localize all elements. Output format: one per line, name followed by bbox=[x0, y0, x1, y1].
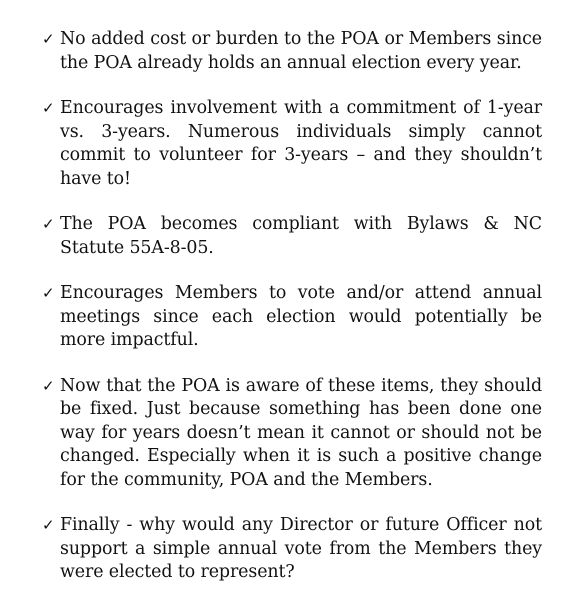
list-item bbox=[42, 375, 542, 493]
bullet-text: No added cost or burden to the POA or Members since the POA already holds an annual election every year. bbox=[60, 29, 542, 73]
list-item bbox=[42, 28, 542, 75]
bullet-text: Encourages Members to vote and/or attend annual meetings since each election would potentially be more impactful. bbox=[60, 283, 542, 350]
list-item bbox=[42, 514, 542, 585]
bullet-text: The POA becomes compliant with Bylaws & NC Statute 55A-8-05. bbox=[60, 214, 542, 258]
benefits-list bbox=[42, 28, 542, 585]
list-item bbox=[42, 97, 542, 191]
bullet-text: Finally - why would any Director or future Officer not support a simple annual vote from the Members they were elected to represent? bbox=[60, 515, 542, 582]
check-mark-icon: ✓ bbox=[42, 516, 55, 534]
list-item bbox=[42, 282, 542, 353]
check-mark-icon: ✓ bbox=[42, 30, 55, 48]
check-mark-icon: ✓ bbox=[42, 376, 55, 395]
bullet-text: Now that the POA is aware of these items, they should be fixed. Just because something has been done one way for years doesn’t mean it cannot or should not be changed. Especially when it is such a positive change for the community, POA and the Members. bbox=[60, 375, 542, 490]
check-mark-icon: ✓ bbox=[42, 284, 55, 302]
list-item bbox=[42, 213, 542, 260]
check-mark-icon: ✓ bbox=[42, 99, 55, 117]
check-mark-icon: ✓ bbox=[42, 215, 55, 233]
bullet-text: Encourages involvement with a commitment of 1-year vs. 3-years. Numerous individuals simply cannot commit to volunteer for 3-years – and they shouldn’t have to! bbox=[60, 98, 542, 189]
